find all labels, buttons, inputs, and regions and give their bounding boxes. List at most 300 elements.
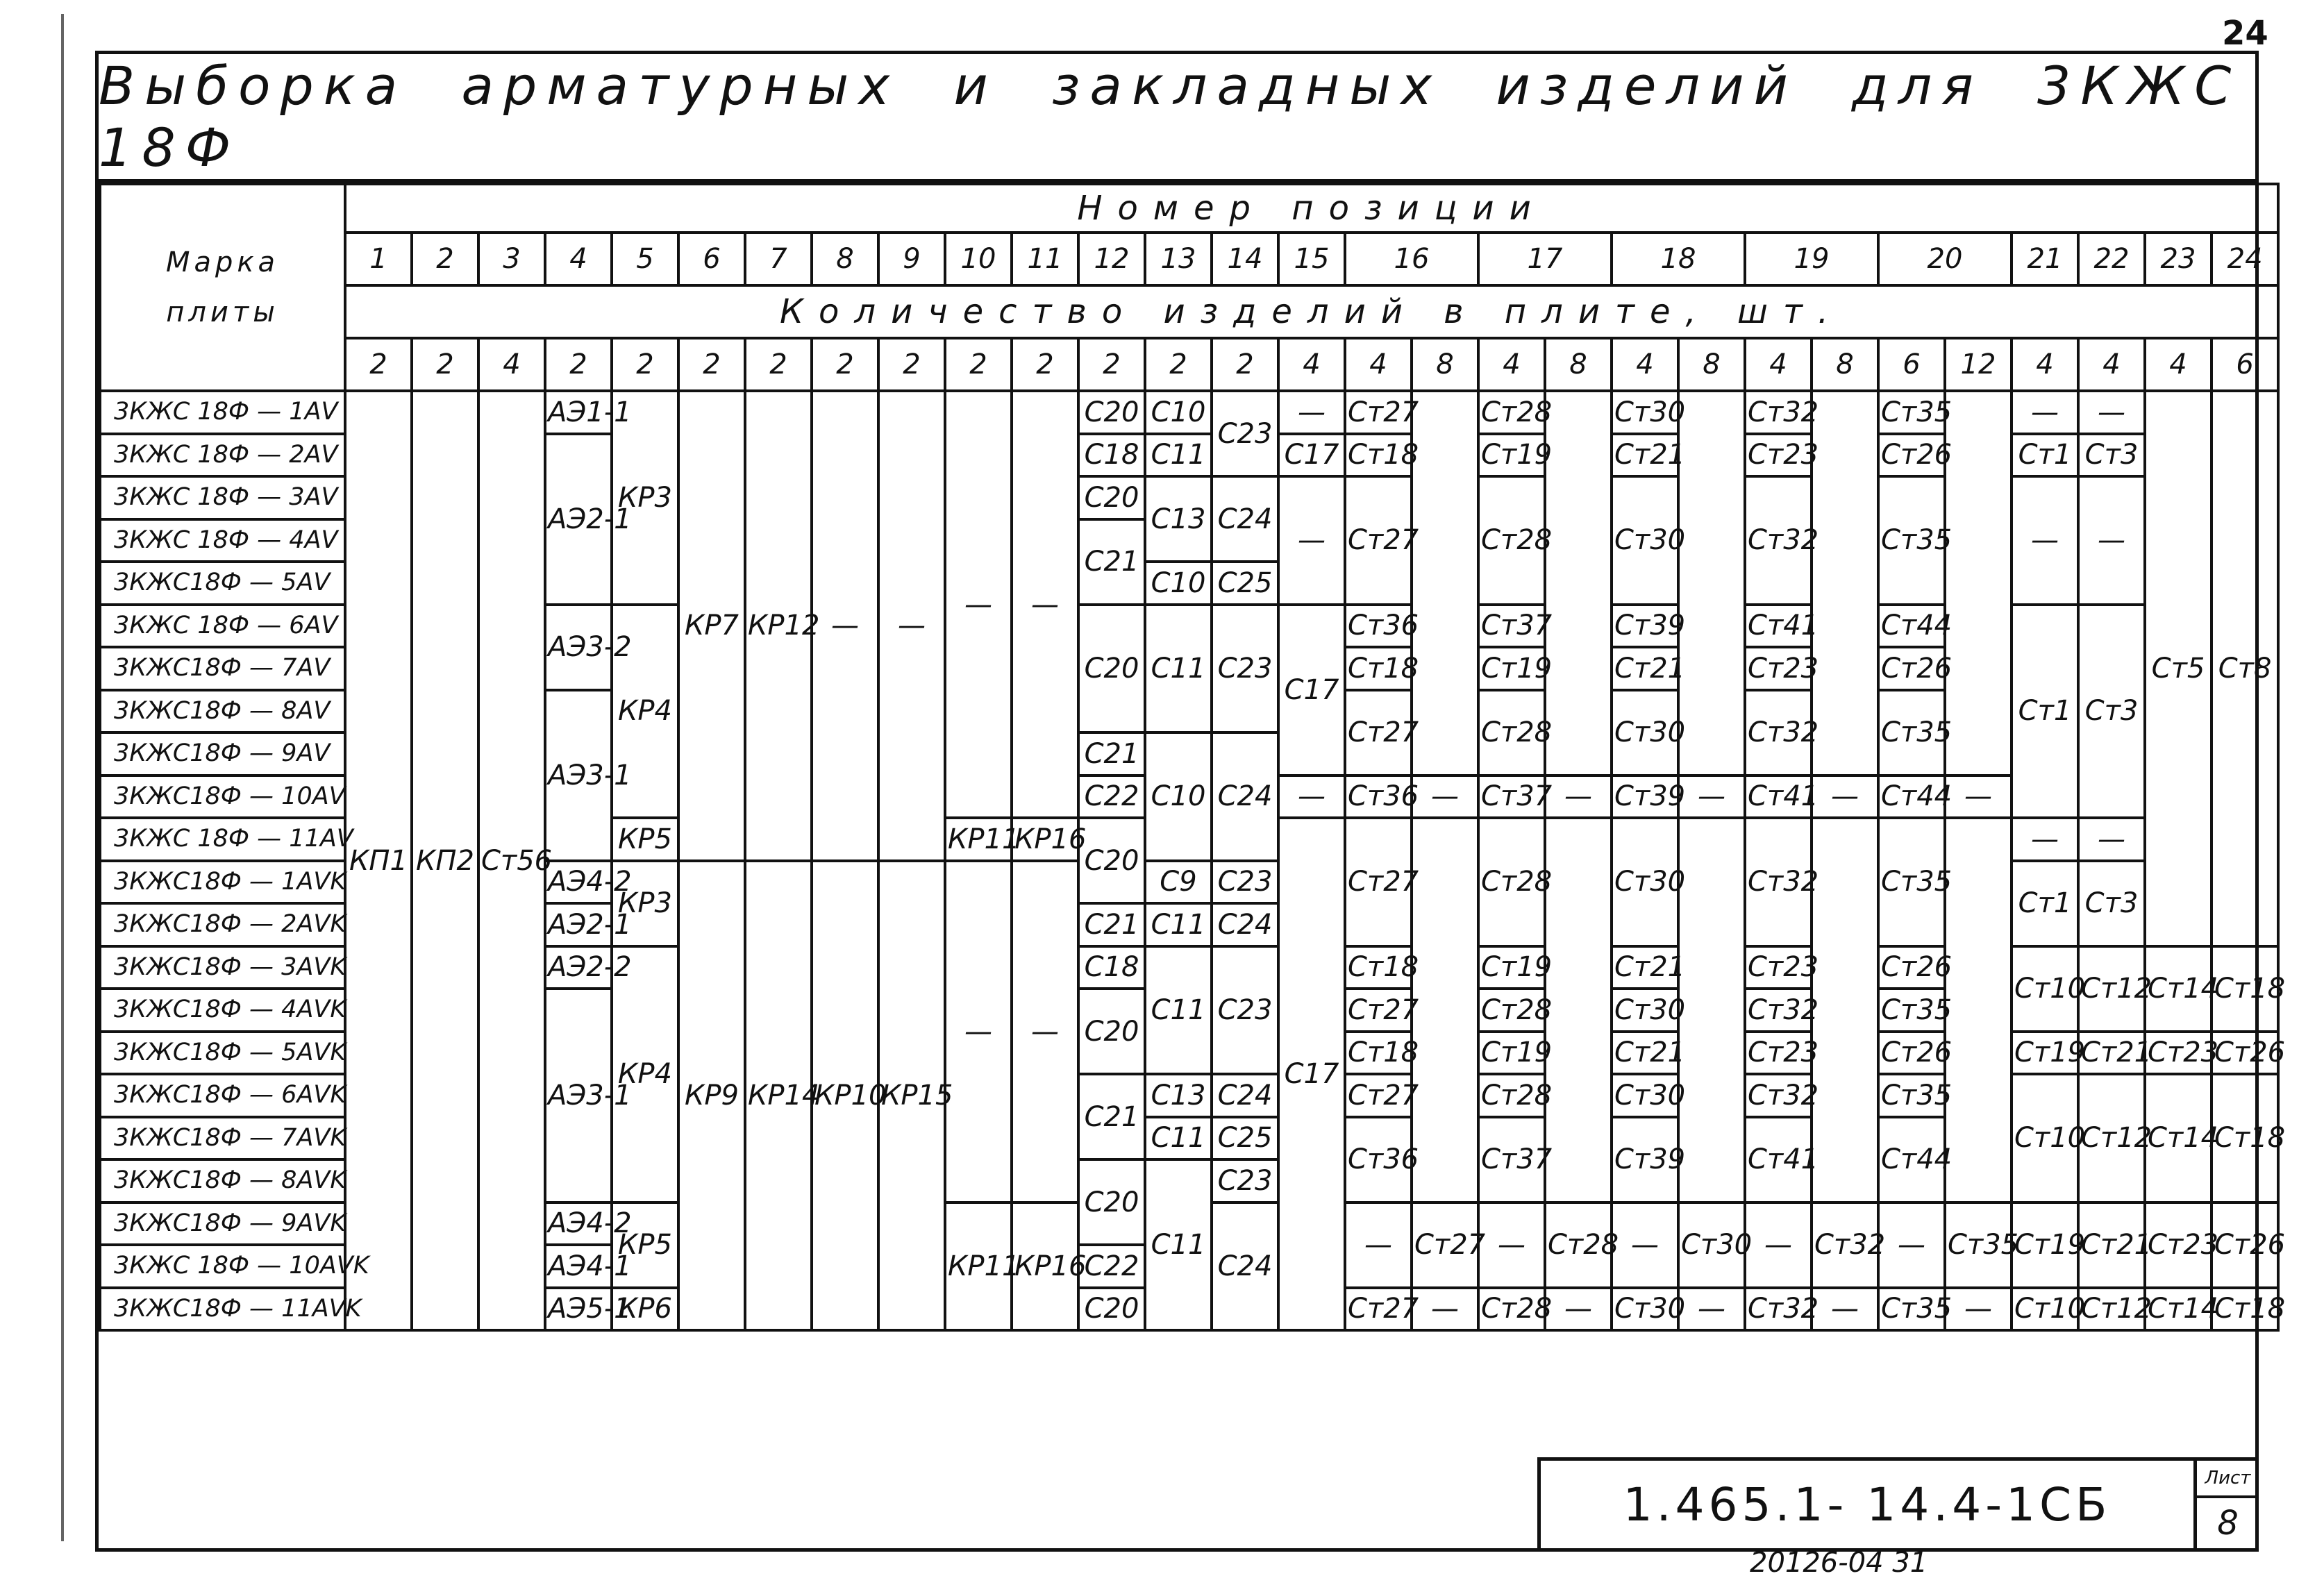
- item-cell: Ст21: [1612, 946, 1678, 989]
- item-cell: Ст21: [2078, 1032, 2145, 1075]
- item-cell: Ст27: [1345, 391, 1412, 434]
- item-cell: Ст27: [1345, 818, 1412, 946]
- item-cell: Ст26: [1878, 647, 1945, 690]
- column-number: 7: [745, 233, 812, 285]
- item-cell: С18: [1078, 946, 1145, 989]
- item-cell: Ст18: [1345, 946, 1412, 989]
- item-cell: АЭ4-2: [545, 861, 612, 904]
- column-number: 13: [1145, 233, 1212, 285]
- item-cell: —: [1278, 391, 1345, 434]
- item-cell: С11: [1145, 434, 1212, 477]
- item-cell: С24: [1212, 476, 1278, 562]
- column-number: 15: [1278, 233, 1345, 285]
- mark-label-line2: плиты: [166, 296, 279, 328]
- item-cell: Ст39: [1612, 775, 1678, 819]
- item-cell: Ст26: [1878, 946, 1945, 989]
- item-cell: Ст27: [1345, 1074, 1412, 1117]
- column-number: 16: [1345, 233, 1478, 285]
- item-cell: —: [2012, 476, 2078, 605]
- item-cell: Ст28: [1478, 476, 1545, 605]
- item-cell: Ст28: [1478, 1288, 1545, 1331]
- quantity-cell: 2: [612, 338, 678, 391]
- item-cell: Ст32: [1745, 476, 1812, 605]
- item-cell: АЭ2-1: [545, 434, 612, 605]
- item-cell: С23: [1212, 605, 1278, 733]
- plate-mark: 3КЖС18Ф — 7АVK: [100, 1117, 345, 1160]
- quantity-cell: 6: [2212, 338, 2278, 391]
- item-cell: —: [945, 391, 1012, 818]
- item-cell: С9: [1145, 861, 1212, 904]
- quantity-cell: 4: [1478, 338, 1545, 391]
- item-cell: Ст14: [2145, 1074, 2212, 1202]
- column-number: 11: [1012, 233, 1078, 285]
- quantity-cell: 6: [1878, 338, 1945, 391]
- item-cell: С21: [1078, 1074, 1145, 1159]
- item-cell: Ст19: [2012, 1202, 2078, 1288]
- item-cell: [1412, 391, 1478, 775]
- item-cell: АЭ3-2: [545, 605, 612, 690]
- plate-mark: 3КЖС18Ф — 1АVK: [100, 861, 345, 904]
- item-cell: Ст28: [1478, 391, 1545, 434]
- item-cell: АЭ4-1: [545, 1245, 612, 1288]
- column-number: 19: [1745, 233, 1878, 285]
- item-cell: КР5: [612, 1202, 678, 1288]
- item-cell: Ст1: [2012, 605, 2078, 819]
- item-cell: Ст28: [1478, 1074, 1545, 1117]
- item-cell: Ст14: [2145, 946, 2212, 1032]
- item-cell: Ст23: [2145, 1032, 2212, 1075]
- item-cell: —: [2078, 391, 2145, 434]
- item-cell: Ст35: [1878, 818, 1945, 946]
- item-cell: С24: [1212, 1074, 1278, 1117]
- item-cell: Ст35: [1878, 391, 1945, 434]
- item-cell: Ст32: [1745, 1288, 1812, 1331]
- item-cell: [1678, 391, 1745, 775]
- item-cell: —: [945, 861, 1012, 1202]
- item-cell: [1812, 818, 1878, 1202]
- plate-mark: 3КЖС 18Ф — 3АV: [100, 476, 345, 519]
- specification-table: [99, 183, 2286, 1332]
- mark-header: [100, 184, 345, 391]
- quantity-cell: 4: [1345, 338, 1412, 391]
- item-cell: —: [1945, 1288, 2012, 1331]
- item-cell: Ст12: [2078, 1288, 2145, 1331]
- column-number: 14: [1212, 233, 1278, 285]
- item-cell: Ст12: [2078, 1074, 2145, 1202]
- item-cell: Ст14: [2145, 1288, 2212, 1331]
- quantity-header: Количество изделий в плите, шт.: [345, 285, 2278, 338]
- column-number: 18: [1612, 233, 1745, 285]
- item-cell: Ст37: [1478, 775, 1545, 819]
- quantity-cell: 12: [1945, 338, 2012, 391]
- quantity-cell: 2: [545, 338, 612, 391]
- item-cell: С18: [1078, 434, 1145, 477]
- item-cell: Ст10: [2012, 1074, 2078, 1202]
- item-cell: Ст10: [2012, 1288, 2078, 1331]
- item-cell: Ст3: [2078, 861, 2145, 946]
- item-cell: С20: [1078, 391, 1145, 434]
- item-cell: Ст19: [2012, 1032, 2078, 1075]
- item-cell: [1945, 818, 2012, 1202]
- item-cell: С22: [1078, 1245, 1145, 1288]
- item-cell: С11: [1145, 1117, 1212, 1160]
- item-cell: Ст32: [1745, 1074, 1812, 1117]
- item-cell: КР9: [678, 861, 745, 1331]
- item-cell: [1412, 818, 1478, 1202]
- column-number: 6: [678, 233, 745, 285]
- item-cell: КР4: [612, 946, 678, 1202]
- quantity-cell: 2: [1145, 338, 1212, 391]
- item-cell: Ст26: [1878, 1032, 1945, 1075]
- item-cell: Ст44: [1878, 1117, 1945, 1202]
- item-cell: Ст23: [1745, 434, 1812, 477]
- quantity-cell: 8: [1412, 338, 1478, 391]
- column-number: 1: [345, 233, 412, 285]
- column-number: 23: [2145, 233, 2212, 285]
- quantity-cell: 2: [812, 338, 878, 391]
- item-cell: —: [2012, 818, 2078, 861]
- item-cell: АЭ1-1: [545, 391, 612, 434]
- item-cell: —: [1745, 1202, 1812, 1288]
- item-cell: С17: [1278, 434, 1345, 477]
- item-cell: Ст26: [1878, 434, 1945, 477]
- item-cell: С20: [1078, 818, 1145, 903]
- plate-mark: 3КЖС 18Ф — 11АV: [100, 818, 345, 861]
- binding-margin-line: [61, 14, 64, 1541]
- item-cell: Ст30: [1612, 1288, 1678, 1331]
- item-cell: Ст19: [1478, 1032, 1545, 1075]
- item-cell: Ст30: [1612, 818, 1678, 946]
- item-cell: КР4: [612, 605, 678, 819]
- quantity-cell: 8: [1545, 338, 1612, 391]
- item-cell: —: [1412, 775, 1478, 819]
- plate-mark: 3КЖС18Ф — 11АVK: [100, 1288, 345, 1331]
- column-number: 20: [1878, 233, 2012, 285]
- item-cell: Ст5: [2145, 391, 2212, 946]
- sheet-number: 8: [2217, 1504, 2239, 1543]
- item-cell: Ст23: [2145, 1202, 2212, 1288]
- item-cell: [1678, 818, 1745, 1202]
- item-cell: —: [1278, 775, 1345, 819]
- plate-mark: 3КЖС18Ф — 5АVK: [100, 1032, 345, 1075]
- item-cell: КР14: [745, 861, 812, 1331]
- item-cell: Ст21: [1612, 434, 1678, 477]
- item-cell: КР5: [612, 818, 678, 861]
- item-cell: —: [1012, 391, 1078, 818]
- item-cell: [1545, 818, 1612, 1202]
- item-cell: С24: [1212, 903, 1278, 946]
- item-cell: Ст44: [1878, 605, 1945, 648]
- inventory-number: 20126-04 31: [1750, 1547, 1928, 1579]
- item-cell: Ст35: [1945, 1202, 2012, 1288]
- item-cell: Ст3: [2078, 434, 2145, 477]
- column-number: 17: [1478, 233, 1612, 285]
- quantity-cell: 4: [1278, 338, 1345, 391]
- quantity-cell: 2: [678, 338, 745, 391]
- item-cell: —: [878, 391, 945, 861]
- item-cell: КП1: [345, 391, 412, 1330]
- item-cell: С23: [1212, 1159, 1278, 1202]
- item-cell: Ст3: [2078, 605, 2145, 819]
- item-cell: Ст27: [1412, 1202, 1478, 1288]
- item-cell: Ст39: [1612, 605, 1678, 648]
- plate-mark: 3КЖС18Ф — 8АV: [100, 690, 345, 733]
- item-cell: Ст27: [1345, 1288, 1412, 1331]
- item-cell: КР16: [1012, 818, 1078, 861]
- item-cell: Ст35: [1878, 1074, 1945, 1117]
- item-cell: —: [1812, 775, 1878, 819]
- sheet-label: Лист: [2197, 1461, 2259, 1498]
- item-cell: Ст23: [1745, 1032, 1812, 1075]
- plate-mark: 3КЖС18Ф — 6АVK: [100, 1074, 345, 1117]
- quantity-cell: 4: [478, 338, 545, 391]
- item-cell: —: [1678, 775, 1745, 819]
- plate-mark: 3КЖС 18Ф — 2АV: [100, 434, 345, 477]
- item-cell: АЭ5-1: [545, 1288, 612, 1331]
- column-number: 22: [2078, 233, 2145, 285]
- item-cell: Ст19: [1478, 647, 1545, 690]
- quantity-cell: 8: [1812, 338, 1878, 391]
- item-cell: Ст18: [1345, 434, 1412, 477]
- item-cell: [1545, 391, 1612, 775]
- item-cell: —: [1545, 1288, 1612, 1331]
- item-cell: С10: [1145, 562, 1212, 605]
- item-cell: С13: [1145, 476, 1212, 562]
- column-number: 5: [612, 233, 678, 285]
- item-cell: АЭ4-2: [545, 1202, 612, 1246]
- item-cell: Ст35: [1878, 690, 1945, 775]
- item-cell: —: [2012, 391, 2078, 434]
- item-cell: Ст36: [1345, 775, 1412, 819]
- item-cell: Ст12: [2078, 946, 2145, 1032]
- item-cell: С10: [1145, 732, 1212, 861]
- item-cell: С24: [1212, 1202, 1278, 1331]
- item-cell: АЭ2-1: [545, 903, 612, 946]
- item-cell: —: [2078, 476, 2145, 605]
- item-cell: АЭ2-2: [545, 946, 612, 989]
- item-cell: КР12: [745, 391, 812, 861]
- item-cell: С22: [1078, 775, 1145, 819]
- column-number: 3: [478, 233, 545, 285]
- item-cell: —: [1545, 775, 1612, 819]
- item-cell: Ст19: [1478, 434, 1545, 477]
- item-cell: [1945, 391, 2012, 775]
- quantity-cell: 2: [945, 338, 1012, 391]
- item-cell: АЭ3-1: [545, 989, 612, 1202]
- item-cell: —: [1478, 1202, 1545, 1288]
- item-cell: Ст27: [1345, 476, 1412, 605]
- item-cell: Ст21: [1612, 1032, 1678, 1075]
- column-number: 2: [412, 233, 478, 285]
- item-cell: Ст32: [1745, 989, 1812, 1032]
- item-cell: С11: [1145, 1159, 1212, 1330]
- plate-mark: 3КЖС18Ф — 3АVK: [100, 946, 345, 989]
- item-cell: Ст21: [2078, 1202, 2145, 1288]
- quantity-cell: 2: [1078, 338, 1145, 391]
- item-cell: Ст32: [1812, 1202, 1878, 1288]
- plate-mark: 3КЖС18Ф — 7АV: [100, 647, 345, 690]
- item-cell: Ст41: [1745, 605, 1812, 648]
- item-cell: Ст32: [1745, 818, 1812, 946]
- column-number: 9: [878, 233, 945, 285]
- item-cell: С23: [1212, 861, 1278, 904]
- item-cell: Ст37: [1478, 1117, 1545, 1202]
- plate-mark: 3КЖС18Ф — 4АVK: [100, 989, 345, 1032]
- item-cell: С21: [1078, 519, 1145, 605]
- plate-mark: 3КЖС 18Ф — 10АVK: [100, 1245, 345, 1288]
- item-cell: Ст18: [2212, 946, 2278, 1032]
- item-cell: Ст26: [2212, 1202, 2278, 1288]
- item-cell: Ст21: [1612, 647, 1678, 690]
- item-cell: Ст30: [1612, 989, 1678, 1032]
- item-cell: Ст19: [1478, 946, 1545, 989]
- item-cell: Ст30: [1612, 476, 1678, 605]
- item-cell: КР3: [612, 861, 678, 946]
- item-cell: Ст39: [1612, 1117, 1678, 1202]
- corner-mark: 24: [2222, 14, 2268, 53]
- quantity-cell: 2: [345, 338, 412, 391]
- item-cell: Ст30: [1612, 1074, 1678, 1117]
- sheet-box: [2193, 1461, 2259, 1548]
- item-cell: Ст26: [2212, 1032, 2278, 1075]
- column-number: 21: [2012, 233, 2078, 285]
- quantity-cell: 2: [745, 338, 812, 391]
- item-cell: КП2: [412, 391, 478, 1330]
- item-cell: Ст18: [1345, 1032, 1412, 1075]
- item-cell: С21: [1078, 903, 1145, 946]
- item-cell: КР16: [1012, 1202, 1078, 1331]
- item-cell: —: [2078, 818, 2145, 861]
- column-number: 12: [1078, 233, 1145, 285]
- plate-mark: 3КЖС 18Ф — 4АV: [100, 519, 345, 562]
- page-title: Выборка арматурных и закладных изделий для 3КЖС 18Ф: [99, 55, 2241, 178]
- item-cell: —: [1412, 1288, 1478, 1331]
- item-cell: С21: [1078, 732, 1145, 775]
- item-cell: С11: [1145, 903, 1212, 946]
- plate-mark: 3КЖС18Ф — 9АV: [100, 732, 345, 775]
- item-cell: —: [1345, 1202, 1412, 1288]
- plate-mark: 3КЖС18Ф — 5АV: [100, 562, 345, 605]
- item-cell: Ст28: [1478, 989, 1545, 1032]
- item-cell: —: [1812, 1288, 1878, 1331]
- item-cell: Ст18: [2212, 1288, 2278, 1331]
- item-cell: Ст41: [1745, 1117, 1812, 1202]
- quantity-cell: 2: [1212, 338, 1278, 391]
- item-cell: С20: [1078, 476, 1145, 519]
- plate-mark: 3КЖС 18Ф — 6АV: [100, 605, 345, 648]
- item-cell: Ст36: [1345, 605, 1412, 648]
- column-number: 10: [945, 233, 1012, 285]
- column-number: 8: [812, 233, 878, 285]
- item-cell: Ст10: [2012, 946, 2078, 1032]
- item-cell: КР10: [812, 861, 878, 1331]
- item-cell: Ст27: [1345, 690, 1412, 775]
- item-cell: Ст35: [1878, 476, 1945, 605]
- plate-mark: 3КЖС18Ф — 9АVK: [100, 1202, 345, 1246]
- item-cell: —: [1678, 1288, 1745, 1331]
- item-cell: КР3: [612, 391, 678, 605]
- item-cell: Ст41: [1745, 775, 1812, 819]
- item-cell: Ст35: [1878, 1288, 1945, 1331]
- item-cell: —: [1612, 1202, 1678, 1288]
- item-cell: С11: [1145, 946, 1212, 1075]
- item-cell: С20: [1078, 1288, 1145, 1331]
- quantity-cell: 4: [2078, 338, 2145, 391]
- mark-label-line1: Марка: [165, 246, 280, 278]
- column-number: 4: [545, 233, 612, 285]
- item-cell: С20: [1078, 605, 1145, 733]
- plate-mark: 3КЖС18Ф — 2АVK: [100, 903, 345, 946]
- item-cell: Ст32: [1745, 690, 1812, 775]
- item-cell: Ст36: [1345, 1117, 1412, 1202]
- item-cell: Ст37: [1478, 605, 1545, 648]
- item-cell: Ст32: [1745, 391, 1812, 434]
- quantity-cell: 4: [1745, 338, 1812, 391]
- item-cell: Ст23: [1745, 647, 1812, 690]
- item-cell: С20: [1078, 1159, 1145, 1245]
- item-cell: —: [1278, 476, 1345, 605]
- item-cell: КР11: [945, 1202, 1012, 1331]
- item-cell: Ст30: [1612, 690, 1678, 775]
- item-cell: КР6: [612, 1288, 678, 1331]
- item-cell: Ст27: [1345, 989, 1412, 1032]
- item-cell: [1812, 391, 1878, 775]
- item-cell: Ст1: [2012, 861, 2078, 946]
- quantity-cell: 4: [2012, 338, 2078, 391]
- item-cell: С25: [1212, 1117, 1278, 1160]
- quantity-cell: 4: [1612, 338, 1678, 391]
- item-cell: С24: [1212, 732, 1278, 861]
- quantity-cell: 2: [1012, 338, 1078, 391]
- item-cell: Ст35: [1878, 989, 1945, 1032]
- item-cell: Ст30: [1678, 1202, 1745, 1288]
- item-cell: С10: [1145, 391, 1212, 434]
- item-cell: С25: [1212, 562, 1278, 605]
- title-block-stamp: [1537, 1457, 2255, 1548]
- item-cell: С13: [1145, 1074, 1212, 1117]
- document-code: 1.465.1- 14.4-1СБ: [1623, 1477, 2112, 1532]
- item-cell: С17: [1278, 818, 1345, 1330]
- quantity-cell: 4: [2145, 338, 2212, 391]
- item-cell: С20: [1078, 989, 1145, 1074]
- item-cell: КР15: [878, 861, 945, 1331]
- item-cell: —: [812, 391, 878, 861]
- item-cell: Ст28: [1545, 1202, 1612, 1288]
- column-number: 24: [2212, 233, 2278, 285]
- item-cell: —: [1878, 1202, 1945, 1288]
- item-cell: —: [1945, 775, 2012, 819]
- item-cell: С11: [1145, 605, 1212, 733]
- position-header: Номер позиции: [345, 184, 2278, 233]
- quantity-cell: 8: [1678, 338, 1745, 391]
- item-cell: Ст28: [1478, 690, 1545, 775]
- plate-mark: 3КЖС 18Ф — 1АV: [100, 391, 345, 434]
- item-cell: С17: [1278, 605, 1345, 775]
- plate-mark: 3КЖС18Ф — 8АVK: [100, 1159, 345, 1202]
- item-cell: Ст28: [1478, 818, 1545, 946]
- item-cell: Ст18: [2212, 1074, 2278, 1202]
- item-cell: С23: [1212, 946, 1278, 1075]
- item-cell: С23: [1212, 391, 1278, 476]
- item-cell: Ст56: [478, 391, 545, 1330]
- item-cell: —: [1012, 861, 1078, 1202]
- item-cell: Ст8: [2212, 391, 2278, 946]
- item-cell: КР7: [678, 391, 745, 861]
- item-cell: Ст23: [1745, 946, 1812, 989]
- item-cell: КР11: [945, 818, 1012, 861]
- item-cell: Ст18: [1345, 647, 1412, 690]
- item-cell: АЭ3-1: [545, 690, 612, 861]
